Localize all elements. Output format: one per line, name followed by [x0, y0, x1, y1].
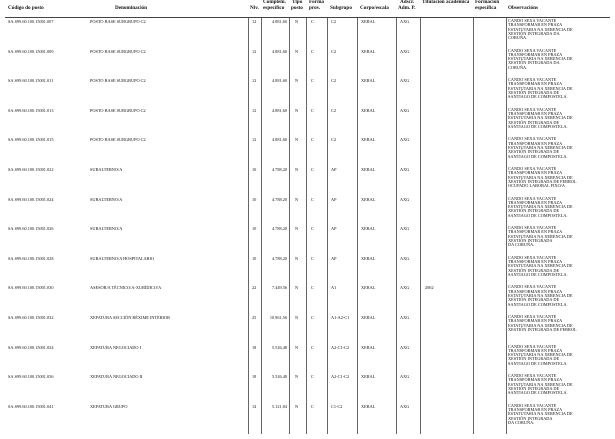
cell-adscr: AXG	[400, 344, 410, 350]
header-forma-1: Forma	[309, 0, 324, 5]
cell-adscr: AXG	[400, 19, 410, 24]
observacion-line: CANDO SEXA VACANTE	[508, 373, 557, 379]
cell-niv: 10	[252, 255, 257, 261]
observacion-line: TRANSFORMAR EN PRAZA	[508, 22, 563, 28]
cell-tipo: N	[295, 226, 299, 232]
cell-denominacion: POSTO BASE SUBGRUPO C2	[90, 78, 146, 84]
observacion-line: TRANSFORMAR EN PRAZA	[508, 140, 563, 146]
cell-adscr: AXG	[400, 374, 410, 380]
observacion-line: CANDO SEXA VACANTE	[508, 166, 557, 171]
observacion-line: DA CORUÑA.	[508, 419, 535, 425]
cell-tipo: N	[295, 167, 299, 172]
cell-forma: C	[311, 167, 314, 172]
cell-corpo: XERAL	[361, 19, 376, 24]
cell-complem: 5.526,48	[271, 374, 287, 380]
cell-corpo: XERAL	[361, 167, 376, 172]
observacion-line: TRANSFORMAR EN PRAZA	[508, 81, 563, 87]
cell-complem: 4.881,60	[271, 107, 287, 113]
cell-observacions	[508, 404, 573, 425]
cell-forma: C	[311, 226, 314, 232]
observacion-line: ESTATUTARIA NA XERENCIA DE	[508, 381, 573, 387]
column-divider	[473, 18, 474, 434]
observacion-line: XESTIÓN INTEGRADA DE	[508, 356, 560, 362]
cell-adscr: AXG	[400, 255, 410, 261]
cell-observacions	[508, 49, 573, 70]
cell-forma: C	[311, 19, 314, 24]
column-divider	[327, 18, 328, 434]
header-tipo-2: posto	[291, 5, 303, 11]
cell-denominacion: SUBALTERNO/A HOSPITALARIO	[90, 255, 155, 261]
cell-adscr: AXG	[400, 137, 410, 143]
cell-observacions	[508, 78, 573, 99]
column-divider	[248, 18, 249, 434]
header-niv: Niv.	[250, 5, 259, 11]
cell-forma: C	[311, 374, 314, 380]
observacion-line: ESTATUTARIA NA XERENCIA DE	[508, 352, 573, 358]
header-corpo: Corpo/escala	[360, 5, 389, 11]
cell-observacions	[508, 226, 573, 247]
cell-codigo: SA.S99.60.100.15001.030	[8, 285, 54, 291]
observacion-line: ESTATUTARIA NA XERENCIA DE	[508, 115, 573, 121]
cell-subgrupo: A1-A2-C1	[331, 315, 350, 320]
header-tipo-1: Tipo	[292, 0, 303, 5]
cell-complem: 4.788,20	[271, 226, 287, 232]
observacion-line: ESTATUTARIA NA XERENCIA DE	[508, 85, 573, 91]
observacion-line: CANDO SEXA VACANTE	[508, 47, 557, 53]
observacion-line: XESTIÓN INTEGRADA DE	[508, 208, 560, 214]
cell-observacions	[508, 315, 577, 332]
cell-niv: 25	[252, 315, 257, 320]
cell-adscr: AXG	[400, 285, 410, 291]
cell-forma: C	[311, 196, 314, 202]
observacion-line: ESTATUTARIA NA XERENCIA DE	[508, 411, 573, 417]
cell-corpo: XERAL	[361, 48, 376, 54]
header-formacion-2: específica	[475, 5, 497, 11]
cell-adscr: AXG	[400, 315, 410, 320]
cell-subgrupo: A2-C1-C2	[331, 374, 350, 380]
cell-niv: 18	[252, 374, 257, 380]
cell-subgrupo: C2	[331, 19, 337, 24]
cell-subgrupo: C2	[331, 78, 337, 84]
cell-adscr: AXG	[400, 196, 410, 202]
cell-forma: C	[311, 78, 314, 84]
cell-corpo: XERAL	[361, 78, 376, 84]
cell-adscr: AXG	[400, 403, 410, 409]
observacion-line: ESTATUTARIA NA XERENCIA DE	[508, 263, 573, 269]
cell-niv: 10	[252, 167, 257, 172]
observacion-line: DA CORUÑA.	[508, 242, 535, 248]
cell-codigo: SA.S99.60.100.15001.028	[8, 255, 54, 261]
cell-forma: C	[311, 137, 314, 143]
cell-niv: 22	[252, 285, 257, 291]
cell-observacions	[508, 374, 573, 395]
cell-tipo: N	[295, 374, 299, 380]
observacion-line: CORUÑA.	[508, 64, 528, 70]
observacion-line: SANTIAGO DE COMPOSTELA.	[508, 94, 568, 100]
cell-codigo: SA.S99.60.100.15001.024	[8, 196, 54, 202]
observacion-line: XESTIÓN INTEGRADA	[508, 415, 553, 421]
observacion-line: ESTATUTARIA NA XERENCIA DE	[508, 144, 573, 150]
observacion-line: CANDO SEXA VACANTE	[508, 254, 557, 260]
observacion-line: CANDO SEXA VACANTE	[508, 77, 557, 83]
cell-denominacion: POSTO BASE SUBGRUPO C2	[90, 48, 146, 54]
observacion-line: CANDO SEXA VACANTE	[508, 195, 557, 201]
table-header	[0, 0, 615, 20]
column-divider	[506, 18, 507, 434]
observacion-line: CANDO SEXA VACANTE	[508, 314, 557, 319]
cell-observacions	[508, 137, 573, 158]
cell-adscr: AXG	[400, 48, 410, 54]
observacion-line: ESTATUTARIA NA XERENCIA DE	[508, 56, 573, 62]
observacion-line: ESTATUTARIA NA XERENCIA DE	[508, 292, 573, 298]
cell-tipo: N	[295, 19, 299, 24]
observacion-line: CANDO SEXA VACANTE	[508, 402, 557, 408]
observacion-line: CORUÑA.	[508, 35, 528, 41]
cell-corpo: XERAL	[361, 255, 376, 261]
cell-tipo: N	[295, 255, 299, 261]
cell-denominacion: SUBALTERNO/A	[90, 196, 123, 202]
observacion-line: SANTIAGO DE COMPOSTELA.	[508, 390, 568, 396]
cell-adscr: AXG	[400, 167, 410, 172]
cell-forma: C	[311, 344, 314, 350]
cell-observacions	[508, 345, 573, 366]
observacion-line: ESTATUTARIA NA XERENCIA DE	[508, 322, 573, 328]
cell-observacions	[508, 108, 573, 129]
observacion-line: XESTIÓN INTEGRADA DE	[508, 297, 560, 303]
observacion-line: CANDO SEXA VACANTE	[508, 343, 557, 349]
observacion-line: XESTIÓN INTEGRADA DA	[508, 60, 560, 66]
cell-niv: 10	[252, 196, 257, 202]
cell-forma: C	[311, 107, 314, 113]
cell-complem: 5.121,84	[271, 403, 287, 409]
cell-codigo: SA.S99.60.100.15001.013	[8, 107, 54, 113]
cell-codigo: SA.S99.60.100.15001.011	[8, 78, 54, 84]
observacion-line: XESTIÓN INTEGRADA DA	[508, 30, 560, 36]
header-observacions: Observacións	[508, 5, 538, 11]
observacion-line: SANTIAGO DE COMPOSTELA.	[508, 153, 568, 159]
cell-denominacion: POSTO BASE SUBGRUPO C2	[90, 107, 146, 113]
header-denominacion: Denominación	[115, 5, 147, 11]
cell-complem: 4.788,20	[271, 196, 287, 202]
cell-observacions	[508, 167, 577, 188]
observacion-line: ESTATUTARIA NA XERENCIA DE	[508, 26, 573, 32]
observacion-line: ESTATUTARIA NA XERENCIA DE	[508, 204, 573, 210]
cell-subgrupo: AP	[331, 255, 337, 261]
cell-tipo: N	[295, 403, 299, 409]
cell-codigo: SA.S99.60.100.15001.041	[8, 403, 54, 409]
cell-forma: C	[311, 48, 314, 54]
cell-subgrupo: C2	[331, 107, 337, 113]
observacion-line: SANTIAGO DE COMPOSTELA.	[508, 123, 568, 129]
observacion-line: CANDO SEXA VACANTE	[508, 136, 557, 142]
observacion-line: XESTIÓN INTEGRADA DE	[508, 90, 560, 96]
header-complem-1: Complem.	[263, 0, 286, 5]
cell-codigo: SA.S99.60.100.15001.026	[8, 226, 54, 232]
observacion-line: TRANSFORMAR EN PRAZA	[508, 288, 563, 294]
cell-codigo: SA.S99.60.100.15001.007	[8, 19, 54, 24]
observacion-line: XESTIÓN INTEGRADA DE	[508, 119, 560, 125]
header-adscr-1: Adscr.	[400, 0, 415, 5]
column-divider	[420, 18, 421, 434]
observacion-line: TRANSFORMAR EN PRAZA	[508, 407, 563, 413]
cell-subgrupo: AP	[331, 226, 337, 232]
observacion-line: TRANSFORMAR EN PRAZA	[508, 318, 563, 324]
observacion-line: TRANSFORMAR EN PRAZA	[508, 377, 563, 383]
observacion-line: ESTATUTARIA NA XERENCIA DE	[508, 174, 573, 180]
cell-subgrupo: A1	[331, 285, 337, 291]
cell-forma: C	[311, 403, 314, 409]
observacion-line: XESTIÓN INTEGRADA DE	[508, 386, 560, 392]
cell-subgrupo: C2	[331, 48, 337, 54]
cell-complem: 4.881,60	[271, 78, 287, 84]
cell-subgrupo: C1-C2	[331, 403, 343, 409]
cell-adscr: AXG	[400, 107, 410, 113]
cell-corpo: XERAL	[361, 315, 376, 320]
cell-complem: 4.881,60	[271, 19, 287, 24]
header-adscr-2: Adm. P.	[398, 5, 416, 11]
observacion-line: SANTIAGO DE COMPOSTELA.	[508, 301, 568, 307]
cell-observacions	[508, 256, 573, 277]
cell-adscr: AXG	[400, 226, 410, 232]
cell-subgrupo: AP	[331, 196, 337, 202]
cell-complem: 4.881,60	[271, 137, 287, 143]
observacion-line: SANTIAGO DE COMPOSTELA.	[508, 360, 568, 366]
cell-tipo: N	[295, 344, 299, 350]
cell-tipo: N	[295, 285, 299, 291]
observacion-line: CANDO SEXA VACANTE	[508, 284, 557, 290]
cell-denominacion: POSTO BASE SUBGRUPO C2	[90, 19, 146, 24]
observacion-line: XESTIÓN INTEGRADA DE	[508, 267, 560, 273]
cell-denominacion: ASESOR/A TÉCNICO/A-XURÍDICO/A	[90, 285, 162, 291]
header-subgrupo: Subgrupo	[330, 5, 352, 11]
header-formacion-1: Formación	[475, 0, 500, 5]
observacion-line: CANDO SEXA VACANTE	[508, 18, 557, 23]
cell-denominacion: XEFATURA NEGOCIADO I	[90, 344, 142, 350]
observacion-line: OCUPADO LABORAL FIXO/A	[508, 183, 565, 189]
header-complem-2: específico	[263, 5, 285, 11]
column-divider	[396, 18, 397, 434]
cell-tipo: N	[295, 78, 299, 84]
cell-complem: 4.881,60	[271, 48, 287, 54]
column-divider	[357, 18, 358, 434]
cell-niv: 12	[252, 19, 257, 24]
cell-forma: C	[311, 285, 314, 291]
cell-niv: 12	[252, 78, 257, 84]
cell-subgrupo: C2	[331, 137, 337, 143]
cell-corpo: XERAL	[361, 285, 376, 291]
cell-denominacion: XEFATURA GRUPO	[90, 403, 128, 409]
cell-observacions	[508, 19, 573, 40]
cell-codigo: SA.S99.60.100.15001.009	[8, 48, 54, 54]
observacion-line: XESTIÓN INTEGRADA DE FERROL	[508, 178, 577, 184]
cell-niv: 18	[252, 344, 257, 350]
cell-adscr: AXG	[400, 78, 410, 84]
observacion-line: SANTIAGO DE COMPOSTELA.	[508, 271, 568, 277]
cell-niv: 10	[252, 226, 257, 232]
observacion-line: ESTATUTARIA NA XERENCIA DE	[508, 233, 573, 239]
cell-corpo: XERAL	[361, 374, 376, 380]
cell-observacions	[508, 197, 573, 218]
cell-complem: 5.526,48	[271, 344, 287, 350]
observacion-line: TRANSFORMAR EN PRAZA	[508, 199, 563, 205]
cell-niv: 14	[252, 403, 257, 409]
observacion-line: XESTIÓN INTEGRADA DE	[508, 149, 560, 155]
cell-subgrupo: AP	[331, 167, 337, 172]
observacion-line: TRANSFORMAR EN PRAZA	[508, 51, 563, 57]
cell-corpo: XERAL	[361, 196, 376, 202]
cell-denominacion: SUBALTERNO/A	[90, 226, 123, 232]
observacion-line: CANDO SEXA VACANTE	[508, 225, 557, 231]
cell-observacions	[508, 285, 573, 306]
cell-codigo: SA.S99.60.100.15001.022	[8, 167, 54, 172]
cell-niv: 12	[252, 107, 257, 113]
cell-corpo: XERAL	[361, 107, 376, 113]
cell-denominacion: POSTO BASE SUBGRUPO C2	[90, 137, 146, 143]
cell-codigo: SA.S99.60.100.15001.015	[8, 137, 54, 143]
cell-niv: 12	[252, 48, 257, 54]
header-codigo: Código do posto	[8, 5, 44, 11]
cell-denominacion: XEFATURA NEGOCIADO II	[90, 374, 143, 380]
cell-tipo: N	[295, 137, 299, 143]
cell-tipo: N	[295, 196, 299, 202]
cell-codigo: SA.S99.60.100.15001.034	[8, 344, 54, 350]
cell-forma: C	[311, 255, 314, 261]
column-divider	[289, 18, 290, 434]
header-forma-2: prov.	[309, 5, 321, 11]
cell-denominacion: XEFATURA SECCIÓN RÉXIME INTERIOR	[90, 315, 171, 320]
cell-niv: 12	[252, 137, 257, 143]
observacion-line: TRANSFORMAR EN PRAZA	[508, 170, 563, 176]
observacion-line: TRANSFORMAR EN PRAZA	[508, 259, 563, 265]
observacion-line: XESTIÓN INTEGRADA DE FERROL	[508, 326, 577, 332]
cell-complem: 4.788,20	[271, 167, 287, 172]
cell-tipo: N	[295, 107, 299, 113]
cell-corpo: XERAL	[361, 344, 376, 350]
cell-forma: C	[311, 315, 314, 320]
header-titulacion: Titulación académica	[422, 0, 470, 5]
observacion-line: TRANSFORMAR EN PRAZA	[508, 229, 563, 235]
cell-corpo: XERAL	[361, 137, 376, 143]
column-divider	[261, 18, 262, 434]
cell-subgrupo: A2-C1-C2	[331, 344, 350, 350]
cell-complem: 10.961,56	[269, 315, 287, 320]
observacion-line: TRANSFORMAR EN PRAZA	[508, 111, 563, 117]
observacion-line: CANDO SEXA VACANTE	[508, 106, 557, 112]
column-divider	[306, 18, 307, 434]
observacion-line: TRANSFORMAR EN PRAZA	[508, 347, 563, 353]
observacion-line: XESTIÓN INTEGRADA	[508, 238, 553, 244]
cell-complem: 7.449,56	[271, 285, 287, 291]
cell-tipo: N	[295, 315, 299, 320]
cell-titulacion: 2062	[425, 285, 434, 291]
cell-codigo: SA.S99.60.100.15001.036	[8, 374, 54, 380]
cell-tipo: N	[295, 48, 299, 54]
cell-corpo: XERAL	[361, 403, 376, 409]
cell-complem: 4.788,20	[271, 255, 287, 261]
observacion-line: SANTIAGO DE COMPOSTELA.	[508, 212, 568, 218]
cell-denominacion: SUBALTERNO/A	[90, 167, 123, 172]
cell-corpo: XERAL	[361, 226, 376, 232]
cell-codigo: SA.S99.60.100.15001.032	[8, 315, 54, 320]
